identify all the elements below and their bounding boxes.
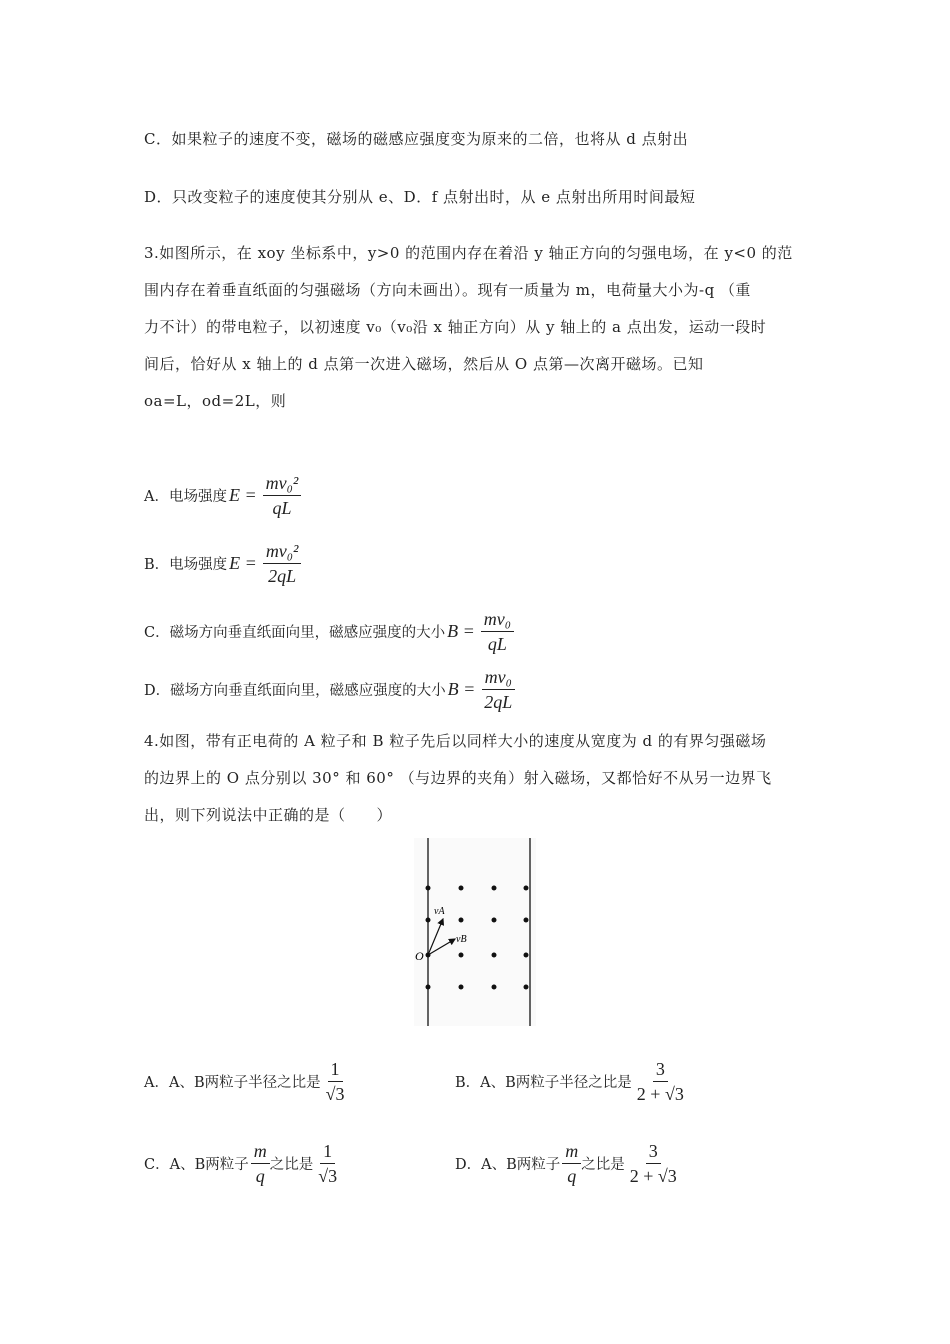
- q3-option-b-fraction: [263, 540, 302, 587]
- q4-option-d-denominator: 2 + √3: [629, 1166, 677, 1186]
- q3-option-b-denominator: 2qL: [268, 566, 297, 586]
- velocity-a-label: vA: [434, 906, 445, 917]
- question-3-line-4: 间后，恰好从 x 轴上的 d 点第一次进入磁场，然后从 O 点第—次离开磁场。已知: [144, 355, 704, 373]
- field-dot: [524, 886, 529, 891]
- field-dot: [426, 886, 431, 891]
- q4-option-a-denominator: √3: [325, 1084, 345, 1104]
- question-3-line-1: 3.如图所示，在 xoy 坐标系中，y>0 的范围内存在着沿 y 轴正方向的匀强电场，在 y<0 的范: [144, 244, 793, 262]
- q3-option-c-label: C．磁场方向垂直纸面向里，磁感应强度的大小: [144, 625, 446, 641]
- q4-option-a-label: A．A、B两粒子半径之比是: [144, 1075, 321, 1091]
- q4-option-c-label: C．A、B两粒子: [144, 1157, 249, 1173]
- field-dot: [459, 953, 464, 958]
- field-dot: [524, 953, 529, 958]
- q3-option-c-denominator: qL: [487, 634, 507, 654]
- option-d-previous-question: D．只改变粒子的速度使其分别从 e、D．f 点射出时，从 e 点射出所用时间最短: [144, 188, 696, 206]
- q3-option-c-numerator: mv₀: [481, 608, 514, 632]
- q4-option-c-numerator: 1: [320, 1140, 335, 1164]
- figure-background: [414, 838, 536, 1026]
- q4-option-c-mass-charge: [251, 1140, 270, 1187]
- q4-option-d-mass-charge: [562, 1140, 581, 1187]
- q4-option-d-fraction: [627, 1140, 680, 1187]
- q4-option-b-label: B．A、B两粒子半径之比是: [455, 1075, 632, 1091]
- q4-option-c-m: m: [251, 1140, 270, 1164]
- question-4-line-1: 4.如图，带有正电荷的 A 粒子和 B 粒子先后以同样大小的速度从宽度为 d 的有界匀强磁场: [144, 732, 767, 750]
- field-dot: [492, 985, 497, 990]
- question-3-line-5: oa=L，od=2L，则: [144, 392, 287, 410]
- q3-option-b-label: B．电场强度: [144, 557, 228, 573]
- q4-option-d-numerator: 3: [646, 1140, 661, 1164]
- q3-option-a-label: A．电场强度: [144, 489, 227, 505]
- q3-option-a-lhs: E =: [228, 485, 257, 505]
- origin-label: O: [415, 949, 424, 963]
- q4-option-c-q: q: [255, 1166, 265, 1186]
- q4-option-c-denominator: √3: [318, 1166, 338, 1186]
- magnetic-field-figure: [414, 838, 536, 1026]
- q3-option-d: [144, 666, 515, 713]
- field-dot: [492, 886, 497, 891]
- question-4-line-3: 出，则下列说法中正确的是（ ）: [144, 806, 393, 824]
- field-dot: [459, 918, 464, 923]
- field-dot: [426, 918, 431, 923]
- q4-option-a-fraction: [323, 1058, 348, 1105]
- q3-option-a-fraction: [263, 472, 302, 519]
- q4-option-c: [144, 1140, 340, 1187]
- field-dot: [492, 918, 497, 923]
- field-dot: [459, 886, 464, 891]
- q3-option-b-lhs: E =: [229, 553, 257, 573]
- field-dot: [524, 985, 529, 990]
- q3-option-d-numerator: mv₀: [482, 666, 515, 690]
- q3-option-b-numerator: mv₀²: [263, 540, 302, 564]
- q3-option-d-lhs: B =: [447, 679, 476, 699]
- field-dot: [524, 918, 529, 923]
- q3-option-a: [144, 472, 301, 519]
- q4-option-d-label: D．A、B两粒子: [455, 1157, 561, 1173]
- q4-option-d-text: 之比是: [581, 1157, 625, 1173]
- question-4-line-2: 的边界上的 O 点分别以 30° 和 60° （与边界的夹角）射入磁场，又都恰好不从另一边界飞: [144, 769, 772, 787]
- q3-option-b: [144, 540, 301, 587]
- q4-option-b-fraction: [634, 1058, 687, 1105]
- q4-option-a: [144, 1058, 348, 1105]
- q3-option-d-denominator: 2qL: [484, 692, 513, 712]
- q4-option-b: [455, 1058, 687, 1105]
- question-3-line-2: 围内存在着垂直纸面的匀强磁场（方向未画出）。现有一质量为 m，电荷量大小为-q （重: [144, 281, 751, 299]
- q3-option-a-numerator: mv₀²: [263, 472, 302, 496]
- q4-option-a-numerator: 1: [328, 1058, 343, 1082]
- q4-option-d-q: q: [567, 1166, 577, 1186]
- q3-option-d-fraction: [481, 666, 515, 713]
- q4-option-c-text: 之比是: [269, 1157, 314, 1173]
- q3-option-a-denominator: qL: [272, 498, 292, 518]
- q3-option-c: [144, 608, 514, 655]
- q4-option-d: [455, 1140, 680, 1187]
- q4-option-b-numerator: 3: [653, 1058, 668, 1082]
- q4-option-d-m: m: [562, 1140, 581, 1164]
- velocity-b-label: vB: [456, 934, 467, 945]
- q4-option-b-denominator: 2 + √3: [636, 1084, 684, 1104]
- q3-option-d-label: D．磁场方向垂直纸面向里，磁感应强度的大小: [144, 683, 446, 699]
- option-c-previous-question: C．如果粒子的速度不变，磁场的磁感应强度变为原来的二倍，也将从 d 点射出: [144, 130, 689, 148]
- q4-option-c-fraction: [315, 1140, 340, 1187]
- field-dot: [426, 985, 431, 990]
- q3-option-c-lhs: B =: [447, 621, 475, 641]
- q3-option-c-fraction: [481, 608, 514, 655]
- field-dot: [492, 953, 497, 958]
- field-dot: [459, 985, 464, 990]
- question-3-line-3: 力不计）的带电粒子，以初速度 v₀（v₀沿 x 轴正方向）从 y 轴上的 a 点出发，运动一段时: [144, 318, 767, 336]
